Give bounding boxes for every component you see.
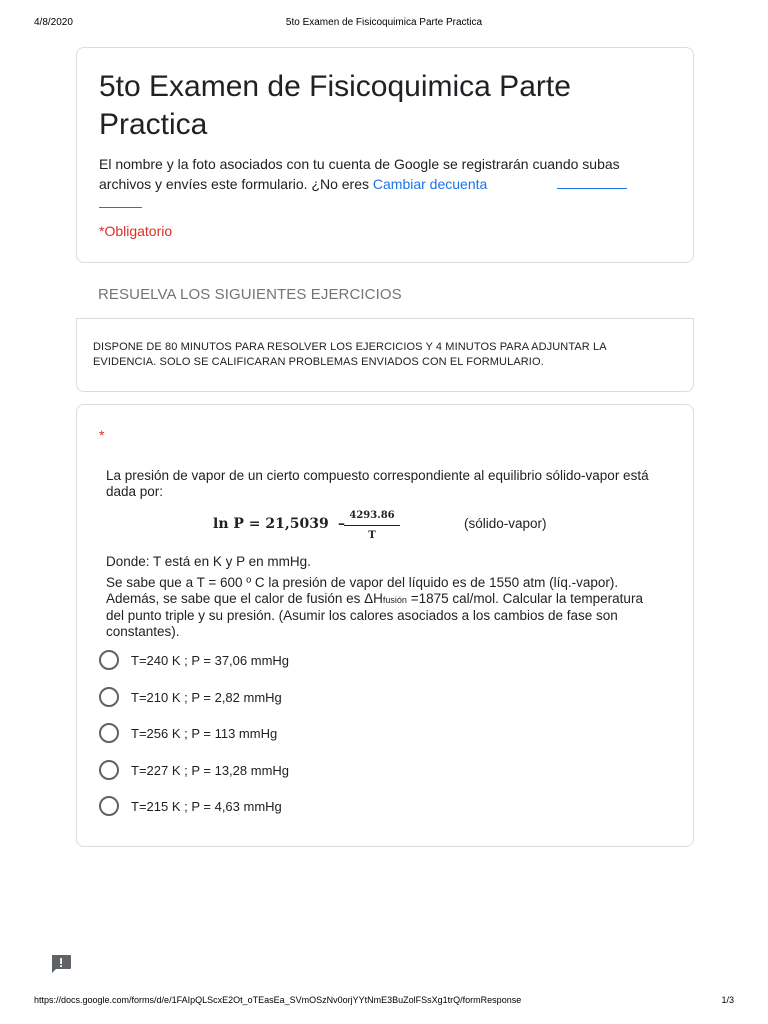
option-label: T=240 K ; P = 37,06 mmHg — [131, 652, 290, 668]
answer-option[interactable] — [99, 649, 499, 671]
link-underline — [99, 207, 142, 208]
option-label: T=227 K ; P = 13,28 mmHg — [131, 762, 290, 778]
form-description-text: El nombre y la foto asociados con tu cuenta de Google se registrarán cuando subas archivos y envíes este formulario. ¿No eres — [99, 156, 620, 192]
equation-note: (sólido-vapor) — [464, 516, 547, 531]
radio-button[interactable] — [99, 796, 119, 816]
answer-option[interactable] — [99, 686, 499, 708]
print-header — [34, 17, 734, 31]
answer-option[interactable] — [99, 795, 499, 817]
problem-body-part2: =1875 cal/mol. Calcular la temperatura del punto triple y su presión. (Asumir los calores asociados a los cambios de fase son constantes). — [106, 591, 643, 639]
radio-button[interactable] — [99, 760, 119, 780]
answer-option[interactable] — [99, 722, 499, 744]
page-number: 1/3 — [721, 995, 734, 1005]
form-title: 5to Examen de Fisicoquimica Parte Practica — [99, 70, 571, 141]
option-label: T=210 K ; P = 2,82 mmHg — [131, 689, 282, 705]
required-note: *Obligatorio — [99, 223, 173, 239]
radio-button[interactable] — [99, 687, 119, 707]
required-marker: * — [99, 427, 105, 443]
question-problem — [106, 468, 662, 640]
equation-lhs: ln P = 21,5039 — [213, 516, 329, 532]
print-footer — [34, 995, 734, 1009]
radio-button[interactable] — [99, 650, 119, 670]
radio-button[interactable] — [99, 723, 119, 743]
print-url: https://docs.google.com/forms/d/e/1FAIpQLScxE2Ot_oTEasEa_SVmOSzNv0orjYYtNmE3BuZolFSsXg1trQ/formResponse — [34, 995, 522, 1005]
question-card — [76, 404, 694, 847]
change-account-link[interactable]: Cambiar decuenta — [372, 176, 488, 192]
equation — [106, 506, 662, 550]
equation-fraction — [344, 508, 400, 544]
feedback-icon[interactable] — [50, 954, 72, 974]
link-underline — [557, 188, 627, 189]
equation-numerator: 4293.86 — [344, 508, 400, 526]
problem-body — [106, 575, 662, 640]
problem-where: Donde: T está en K y P en mmHg. — [106, 554, 311, 569]
form-title-card — [76, 47, 694, 263]
print-title: 5to Examen de Fisicoquimica Parte Practica — [285, 17, 483, 28]
section-title: RESUELVA LOS SIGUIENTES EJERCICIOS — [98, 286, 402, 303]
problem-intro: La presión de vapor de un cierto compuesto correspondiente al equilibrio sólido-vapor está dada por: — [106, 468, 649, 499]
answer-option[interactable] — [99, 759, 499, 781]
option-label: T=256 K ; P = 113 mmHg — [131, 725, 278, 741]
section-card — [76, 318, 694, 392]
print-date: 4/8/2020 — [34, 17, 73, 28]
section-description: DISPONE DE 80 MINUTOS PARA RESOLVER LOS EJERCICIOS Y 4 MINUTOS PARA ADJUNTAR LA EVIDENCIA. SOLO SE CALIFICARAN PROBLEMAS ENVIADOS CON EL FORMULARIO. — [93, 341, 607, 368]
equation-minus: – — [338, 516, 345, 532]
problem-body-part1: Se sabe que a T = 600 º C la presión de vapor del líquido es de 1550 atm (líq.-vapor). Además, se sabe que el calor de fusión es ΔH — [106, 575, 619, 606]
option-label: T=215 K ; P = 4,63 mmHg — [131, 798, 282, 814]
equation-denominator: T — [368, 530, 376, 541]
problem-subscript: fusión — [382, 595, 407, 605]
